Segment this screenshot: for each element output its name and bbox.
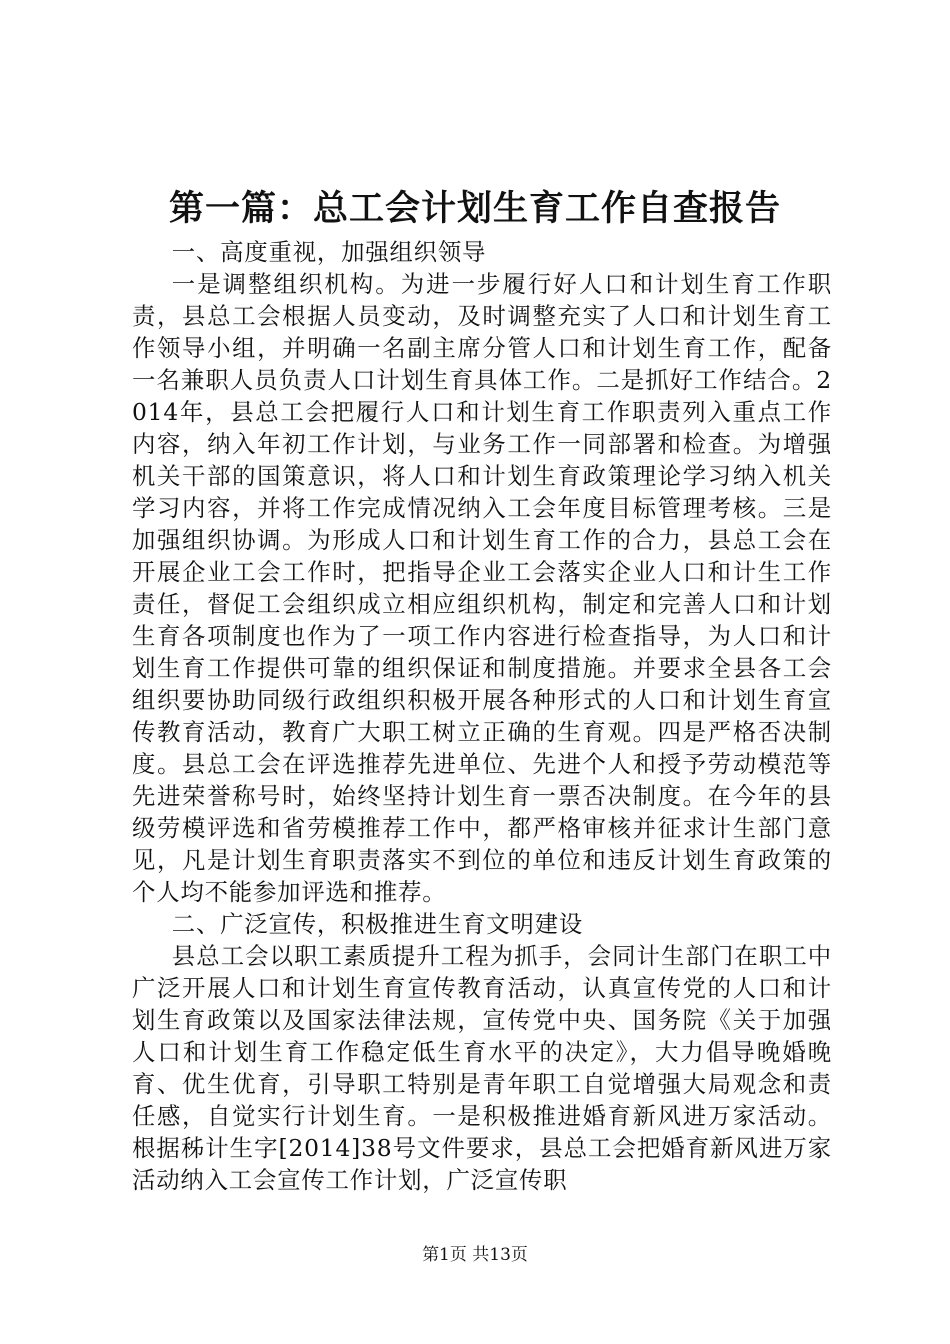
paragraph-1: 一是调整组织机构。为进一步履行好人口和计划生育工作职责，县总工会根据人员变动，及时调整充实了人口和计划生育工作领导小组，并明确一名副主席分管人口和计划生育工作，配备一名兼职人员负责人口计划生育具体工作。二是抓好工作结合。2014年，县总工会把履行人口和计划生育工作职责列入重点工作内容，纳入年初工作计划，与业务工作一同部署和检查。为增强机关干部的国策意识，将人口和计划生育政策理论学习纳入机关学习内容，并将工作完成情况纳入工会年度目标管理考核。三是加强组织协调。为形成人口和计划生育工作的合力，县总工会在开展企业工会工作时，把指导企业工会落实企业人口和计生工作责任，督促工会组织成立相应组织机构，制定和完善人口和计划生育各项制度也作为了一项工作内容进行检查指导，为人口和计划生育工作提供可靠的组织保证和制度措施。并要求全县各工会组织要协助同级行政组织积极开展各种形式的人口和计划生育宣传教育活动，教育广大职工树立正确的生育观。四是严格否决制度。县总工会在评选推荐先进单位、先进个人和授予劳动模范等先进荣誉称号时，始终坚持计划生育一票否决制度。在今年的县级劳模评选和省劳模推荐工作中，都严格审核并征求计生部门意见，凡是计划生育职责落实不到位的单位和违反计划生育政策的个人均不能参加评选和推荐。 [132, 270, 832, 906]
section-1-heading: 一、高度重视，加强组织领导 [171, 238, 487, 266]
page-footer: 第1页 共13页 [422, 1245, 528, 1265]
document-title: 第一篇：总工会计划生育工作自查报告 [168, 189, 781, 229]
section-2-heading: 二、广泛宣传，积极推进生育文明建设 [171, 910, 584, 938]
paragraph-2: 县总工会以职工素质提升工程为抓手，会同计生部门在职工中广泛开展人口和计划生育宣传教育活动，认真宣传党的人口和计划生育政策以及国家法律法规，宣传党中央、国务院《关于加强人口和计划生育工作稳定低生育水平的决定》，大力倡导晚婚晚育、优生优育，引导职工特别是青年职工自觉增强大局观念和责任感，自觉实行计划生育。一是积极推进婚育新风进万家活动。根据秭计生字[2014]38号文件要求，县总工会把婚育新风进万家活动纳入工会宣传工作计划，广泛宣传职 [132, 942, 832, 1194]
document-body [132, 236, 832, 1196]
